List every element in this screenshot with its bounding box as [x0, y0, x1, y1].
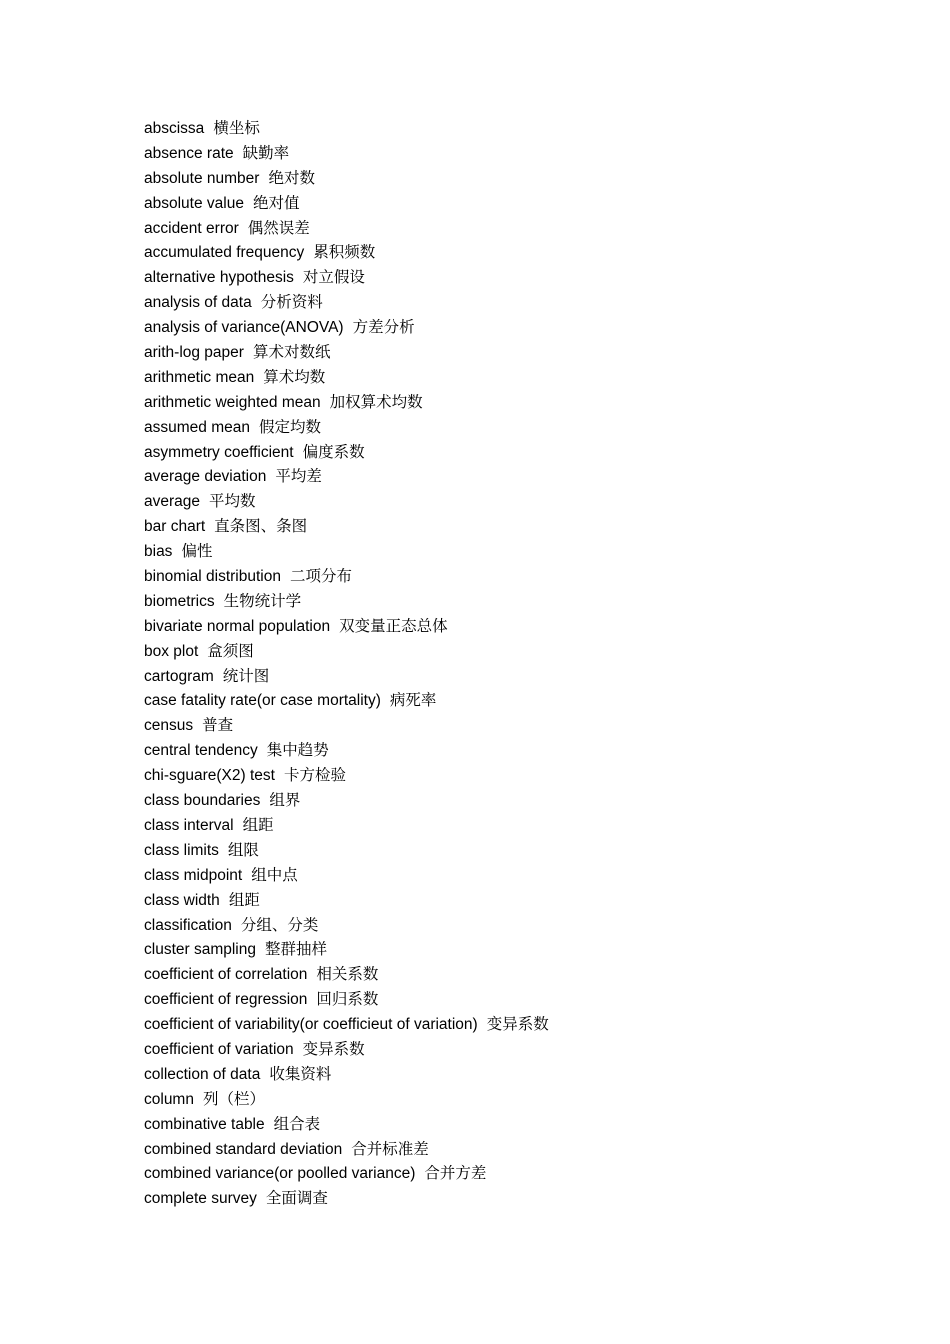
entry-translation: 直条图、条图	[214, 517, 308, 536]
entry-term: bivariate normal population	[144, 617, 331, 635]
entry-term: census	[144, 717, 194, 735]
entry-term: average	[144, 493, 201, 511]
entry-translation: 变异系数	[302, 1039, 365, 1058]
entry-translation: 病死率	[389, 691, 437, 710]
glossary-entry	[144, 489, 904, 514]
glossary-list	[144, 116, 904, 1211]
entry-term: absolute number	[144, 169, 260, 187]
entry-translation: 卡方检验	[283, 766, 346, 785]
entry-translation: 生物统计学	[223, 591, 302, 610]
glossary-entry	[144, 888, 904, 913]
entry-term: column	[144, 1090, 194, 1108]
entry-translation: 集中趋势	[266, 741, 329, 760]
glossary-entry	[144, 390, 904, 415]
glossary-entry	[144, 838, 904, 863]
entry-term: abscissa	[144, 120, 205, 137]
glossary-entry	[144, 514, 904, 539]
entry-term: binomial distribution	[144, 568, 281, 586]
entry-translation: 算术均数	[263, 367, 326, 386]
entry-translation: 合并标准差	[351, 1139, 429, 1158]
entry-translation: 绝对值	[252, 193, 300, 212]
glossary-entry	[144, 265, 904, 290]
entry-translation: 横坐标	[213, 119, 260, 137]
entry-term: central tendency	[144, 742, 258, 760]
entry-translation: 二项分布	[290, 567, 353, 586]
entry-translation: 组中点	[251, 865, 298, 884]
glossary-entry	[144, 166, 904, 191]
entry-translation: 变异系数	[486, 1015, 549, 1034]
entry-term: combined standard deviation	[144, 1140, 343, 1158]
entry-translation: 偏性	[181, 542, 213, 561]
entry-term: arithmetic mean	[144, 368, 255, 386]
entry-term: alternative hypothesis	[144, 269, 294, 287]
entry-term: case fatality rate(or case mortality)	[144, 692, 381, 710]
glossary-entry	[144, 664, 904, 689]
glossary-entry	[144, 1012, 904, 1037]
entry-term: absence rate	[144, 144, 234, 162]
glossary-entry	[144, 1137, 904, 1162]
entry-term: box plot	[144, 642, 199, 660]
entry-translation: 统计图	[222, 666, 270, 685]
entry-term: coefficient of regression	[144, 991, 308, 1009]
glossary-entry	[144, 141, 904, 166]
glossary-entry	[144, 1112, 904, 1137]
glossary-entry	[144, 788, 904, 813]
glossary-entry	[144, 564, 904, 589]
glossary-entry	[144, 240, 904, 265]
glossary-entry	[144, 987, 904, 1012]
entry-term: accumulated frequency	[144, 244, 305, 262]
entry-term: assumed mean	[144, 418, 250, 436]
entry-translation: 平均数	[209, 492, 256, 511]
glossary-entry	[144, 589, 904, 614]
glossary-entry	[144, 614, 904, 639]
entry-term: coefficient of variability(or coefficieut of variation)	[144, 1016, 478, 1034]
entry-translation: 假定均数	[258, 417, 321, 436]
glossary-entry	[144, 415, 904, 440]
entry-term: analysis of variance(ANOVA)	[144, 319, 344, 337]
entry-term: arithmetic weighted mean	[144, 393, 321, 411]
entry-translation: 列（栏）	[202, 1089, 265, 1108]
glossary-entry	[144, 116, 904, 141]
glossary-entry	[144, 315, 904, 340]
glossary-entry	[144, 639, 904, 664]
entry-translation: 累积频数	[313, 243, 376, 262]
entry-translation: 回归系数	[316, 990, 379, 1009]
glossary-entry	[144, 713, 904, 738]
entry-term: complete survey	[144, 1190, 257, 1208]
entry-translation: 双变量正态总体	[339, 616, 448, 635]
entry-translation: 组限	[227, 840, 259, 859]
entry-term: cluster sampling	[144, 941, 256, 959]
entry-translation: 收集资料	[269, 1064, 332, 1083]
glossary-entry	[144, 913, 904, 938]
entry-term: bias	[144, 543, 173, 561]
entry-term: combinative table	[144, 1115, 265, 1133]
glossary-entry	[144, 813, 904, 838]
glossary-entry	[144, 191, 904, 216]
entry-translation: 偶然误差	[247, 218, 310, 237]
glossary-entry	[144, 1087, 904, 1112]
entry-term: bar chart	[144, 518, 206, 536]
entry-translation: 整群抽样	[265, 940, 328, 959]
entry-term: analysis of data	[144, 294, 252, 312]
entry-term: chi-sguare(X2) test	[144, 767, 275, 785]
entry-translation: 相关系数	[316, 965, 379, 984]
entry-translation: 方差分析	[352, 318, 415, 337]
entry-translation: 偏度系数	[302, 442, 365, 461]
glossary-entry	[144, 539, 904, 564]
glossary-entry	[144, 216, 904, 241]
entry-translation: 组合表	[273, 1114, 321, 1133]
entry-term: class boundaries	[144, 792, 261, 810]
entry-term: coefficient of correlation	[144, 966, 308, 984]
entry-term: class limits	[144, 841, 219, 859]
entry-translation: 平均差	[275, 467, 322, 486]
entry-term: class width	[144, 891, 220, 909]
entry-translation: 绝对数	[268, 168, 315, 187]
entry-term: collection of data	[144, 1065, 261, 1083]
glossary-entry	[144, 688, 904, 713]
glossary-entry	[144, 290, 904, 315]
entry-translation: 合并方差	[424, 1164, 487, 1183]
entry-term: asymmetry coefficient	[144, 443, 294, 461]
entry-translation: 分组、分类	[240, 915, 319, 934]
entry-term: accident error	[144, 219, 239, 237]
entry-term: arith-log paper	[144, 344, 244, 362]
glossary-entry	[144, 365, 904, 390]
glossary-entry	[144, 863, 904, 888]
entry-term: coefficient of variation	[144, 1040, 294, 1058]
entry-translation: 加权算术均数	[329, 392, 423, 411]
glossary-entry	[144, 1161, 904, 1186]
entry-translation: 对立假设	[302, 268, 365, 287]
entry-translation: 分析资料	[260, 293, 323, 312]
entry-term: class interval	[144, 816, 234, 834]
entry-translation: 组距	[242, 815, 274, 834]
entry-term: class midpoint	[144, 866, 243, 884]
glossary-entry	[144, 1037, 904, 1062]
entry-term: average deviation	[144, 468, 267, 486]
glossary-entry	[144, 1186, 904, 1211]
entry-translation: 组距	[228, 890, 260, 909]
entry-translation: 组界	[269, 791, 301, 810]
entry-term: absolute value	[144, 194, 244, 212]
entry-term: biometrics	[144, 592, 215, 610]
glossary-entry	[144, 962, 904, 987]
glossary-entry	[144, 340, 904, 365]
entry-translation: 普查	[202, 716, 234, 735]
entry-term: cartogram	[144, 667, 214, 685]
entry-translation: 缺勤率	[242, 143, 290, 162]
entry-term: classification	[144, 916, 232, 934]
entry-translation: 盒须图	[207, 641, 254, 660]
glossary-entry	[144, 440, 904, 465]
glossary-entry	[144, 738, 904, 763]
glossary-entry	[144, 763, 904, 788]
entry-term: combined variance(or poolled variance)	[144, 1165, 416, 1183]
glossary-entry	[144, 464, 904, 489]
entry-translation: 算术对数纸	[252, 343, 331, 362]
glossary-entry	[144, 937, 904, 962]
glossary-entry	[144, 1062, 904, 1087]
entry-translation: 全面调查	[265, 1189, 328, 1208]
